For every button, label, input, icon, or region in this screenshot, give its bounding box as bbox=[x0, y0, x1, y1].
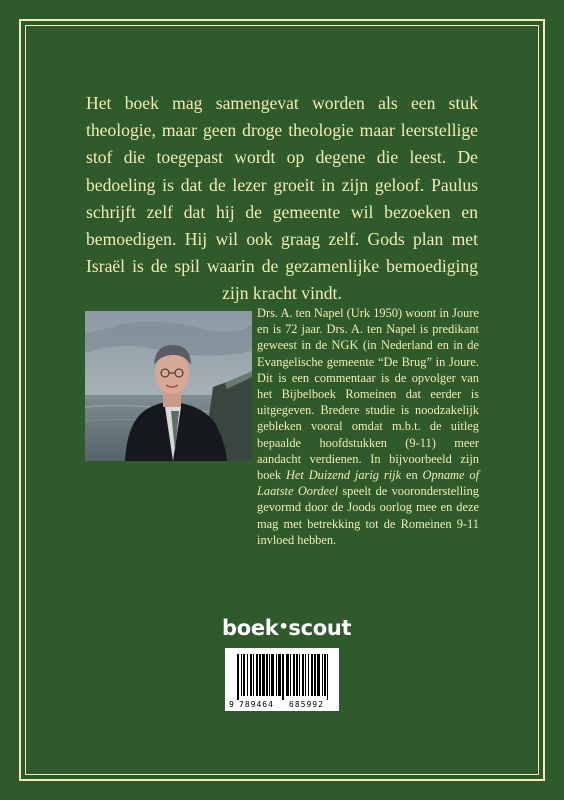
barcode-bar bbox=[262, 654, 265, 696]
book-title-opname: Opname of Laatste Oordeel bbox=[257, 468, 480, 499]
logo-part1: boek bbox=[222, 616, 279, 640]
logo-part2: scout bbox=[288, 616, 352, 640]
barcode-bar bbox=[253, 654, 254, 696]
isbn-group1: 789464 bbox=[239, 700, 274, 709]
bio-text-part3: speelt de vooronderstelling gevormd door de Joods oorlog mee en deze mag met betrekking tot de Romeinen 9-11 invloed hebben. bbox=[257, 484, 480, 547]
isbn-group2: 685992 bbox=[289, 700, 324, 709]
barcode-bar bbox=[278, 654, 281, 696]
bio-text-part2: en bbox=[401, 468, 423, 483]
barcode-bar bbox=[259, 654, 261, 696]
barcode-bar bbox=[241, 654, 242, 696]
barcode-bar bbox=[271, 654, 274, 696]
barcode-bar bbox=[266, 654, 268, 696]
barcode-bar bbox=[327, 654, 328, 700]
book-title-duizend-jarig-rijk: Het Duizend jarig rijk bbox=[285, 468, 402, 483]
barcode-bar bbox=[317, 654, 320, 696]
back-cover-blurb: Het boek mag samengevat worden als een stuk theologie, maar geen droge theologie maar leerstellige stof die toegepast wordt op degene die leest. De bedoeling is dat de lezer groeit in zijn geloof. Paulus schrijft zelf dat hij de gemeente wil bezoeken en bemoedigen. Hij wil ook graag zelf. Gods plan met Israël is de spil waarin de gezamenlijke bemoediging zijn kracht vindt. bbox=[86, 93, 478, 304]
barcode-bars bbox=[237, 654, 328, 700]
isbn-barcode bbox=[225, 648, 339, 711]
author-photo bbox=[85, 311, 252, 461]
barcode-bar bbox=[290, 654, 291, 696]
barcode-bar bbox=[286, 654, 289, 696]
barcode-bar bbox=[282, 654, 284, 700]
publisher-logo-boekscout bbox=[222, 616, 352, 640]
isbn-lead-digit: 9 bbox=[229, 700, 234, 709]
barcode-bar bbox=[237, 654, 239, 700]
bio-text-part1: Drs. A. ten Napel (Urk 1950) woont in Joure en is 72 jaar. Drs. A. ten Napel is predikant geweest in de NGK (in Nederland en in de Evangelische gemeente “De Brug” in Joure. Dit is een commentaar is de opvolger van het Bijbelboek Romeinen dat eerder is uitgegeven. Bredere studie is noodzakelijk gebleken vooral omdat m.b.t. de uitleg bepaalde hoofdstukken (9-11) meer aandacht verdienen. In bijvoorbeeld zijn boek bbox=[257, 306, 479, 483]
barcode-bar bbox=[302, 654, 304, 696]
barcode-bar bbox=[247, 654, 248, 696]
barcode-bar bbox=[322, 654, 323, 696]
logo-dot-icon: • bbox=[278, 617, 289, 636]
barcode-bar bbox=[256, 654, 258, 696]
barcode-bar bbox=[314, 654, 316, 696]
barcode-bar bbox=[305, 654, 306, 696]
barcode-bar bbox=[324, 654, 326, 696]
barcode-bar bbox=[311, 654, 313, 696]
author-bio bbox=[257, 305, 479, 548]
barcode-bar bbox=[269, 654, 270, 696]
barcode-bar bbox=[308, 654, 309, 696]
barcode-bar bbox=[250, 654, 252, 696]
barcode-bar bbox=[299, 654, 300, 696]
barcode-bar bbox=[243, 654, 245, 696]
barcode-bar bbox=[276, 654, 277, 696]
barcode-bar bbox=[293, 654, 295, 696]
barcode-bar bbox=[296, 654, 298, 696]
